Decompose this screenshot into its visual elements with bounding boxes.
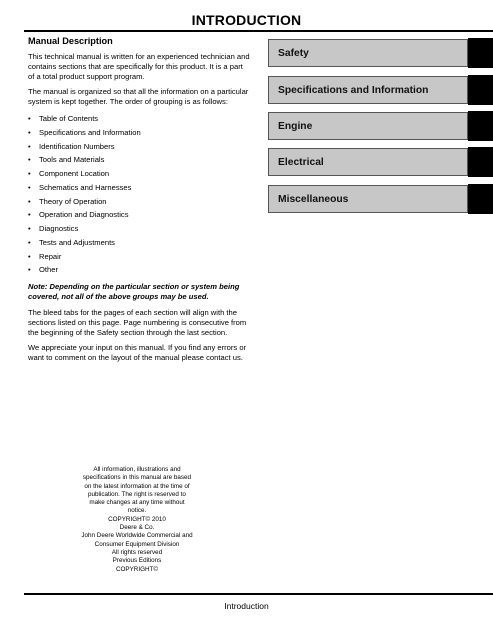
section-heading: Manual Description [28,36,113,46]
list-item: • Tools and Materials [28,153,250,167]
list-item: • Component Location [28,167,250,181]
section-tab-electrical[interactable]: Electrical [268,148,468,176]
bleed-tab-marker [468,75,493,105]
list-item: • Other [28,263,250,277]
grouping-list [28,112,250,277]
page-footer: Introduction [224,601,269,611]
title-divider [24,30,493,32]
note-text: Note: Depending on the particular section or system being covered, not all of the above groups may be used. [28,282,240,301]
organization-paragraph: The manual is organized so that all the information on a particular system is kept together. The order of grouping is as follows: [28,87,249,106]
copyright-line: on the latest information at the time of [84,482,190,490]
bleed-tab-marker [468,147,493,177]
list-item: • Specifications and Information [28,126,250,140]
bleed-tabs-paragraph: The bleed tabs for the pages of each section will align with the sections listed on this page. Page numbering is consecutive from the beginning of the Safety section through the last section. [28,308,247,337]
copyright-line: Previous Editions [112,557,162,565]
bleed-tab-marker [468,38,493,68]
copyright-line: Consumer Equipment Division [94,540,180,548]
section-tab-miscellaneous[interactable]: Miscellaneous [268,185,468,213]
page-title: INTRODUCTION [191,12,302,28]
copyright-line: John Deere Worldwide Commercial and [81,532,193,540]
list-item: • Table of Contents [28,112,250,126]
copyright-line: COPYRIGHT© 2010 [108,515,166,523]
bleed-tab-marker [468,111,493,141]
copyright-line: make changes at any time without [89,499,185,507]
list-item: • Repair [28,250,250,264]
footer-divider [24,593,493,595]
manual-description-section [28,36,250,368]
list-item: • Theory of Operation [28,195,250,209]
copyright-line: Deere & Co. [119,524,155,532]
section-tab-engine[interactable]: Engine [268,112,468,140]
list-item: • Identification Numbers [28,140,250,154]
copyright-line: notice. [127,507,147,515]
section-tab-safety[interactable]: Safety [268,39,468,67]
bleed-tab-marker [468,184,493,214]
copyright-line: publication. The right is reserved to [88,490,186,498]
list-item: • Diagnostics [28,222,250,236]
copyright-line: COPYRIGHT© [115,565,159,573]
copyright-line: specifications in this manual are based [82,474,192,482]
intro-paragraph: This technical manual is written for an experienced technician and contains sections that are specifically for this product. It is a part of a total product support program. [28,52,250,81]
copyright-notice [72,466,202,574]
copyright-line: All information, illustrations and [93,466,181,473]
list-item: • Schematics and Harnesses [28,181,250,195]
copyright-line: All rights reserved [111,548,163,556]
section-tab-specifications[interactable]: Specifications and Information [268,76,468,104]
list-item: • Operation and Diagnostics [28,208,250,222]
list-item: • Tests and Adjustments [28,236,250,250]
feedback-paragraph: We appreciate your input on this manual. If you find any errors or want to comment on the layout of the manual please contact us. [28,343,247,362]
